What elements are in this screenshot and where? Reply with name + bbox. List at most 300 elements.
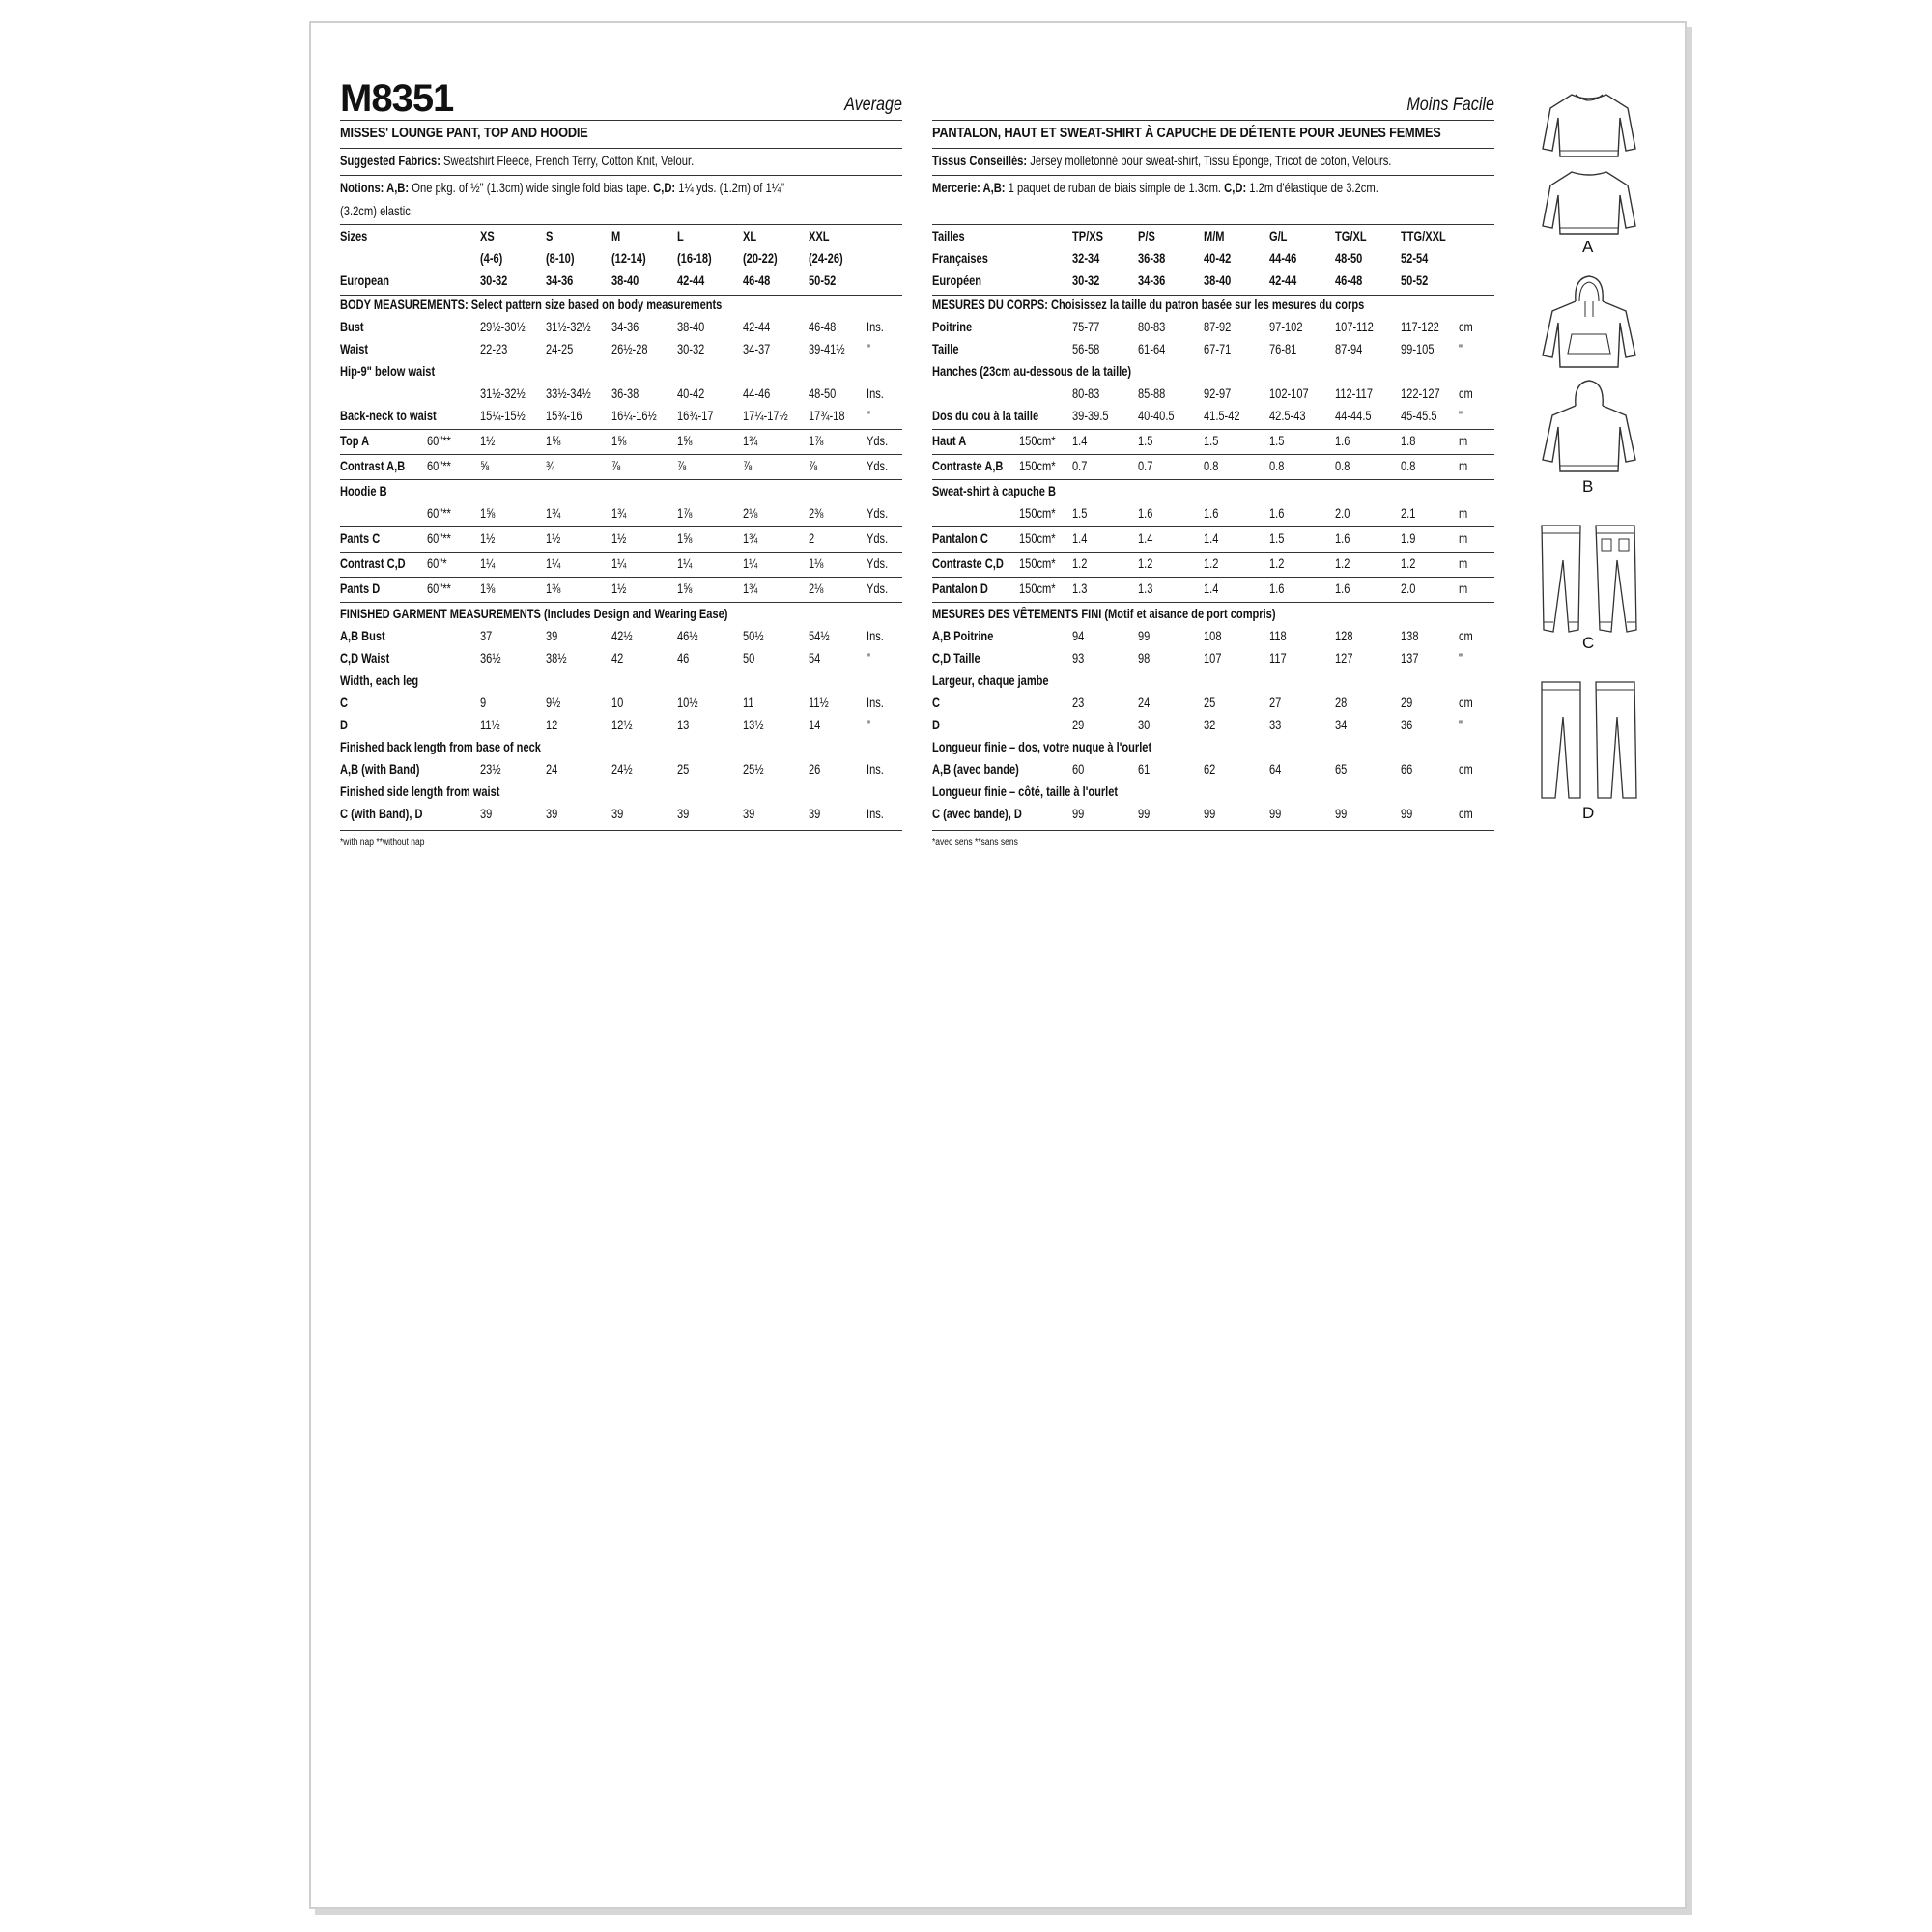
top-a-back-figure [1541, 166, 1637, 243]
fr-title-rule-top [932, 120, 1494, 121]
en-cd-waist-value-2: 42 [611, 651, 624, 666]
fr-sizes-rule [932, 295, 1494, 296]
en-cd-waist-value-1: 38½ [546, 651, 567, 666]
fr-european-label: Européen [932, 273, 982, 288]
fr-european-3: 42-44 [1269, 273, 1297, 288]
fr-yardage-0-label: Haut A [932, 434, 967, 448]
en-back-neck-value-1: 15¾-16 [546, 409, 582, 423]
fr-width-c-unit: cm [1459, 696, 1473, 710]
fr-yardage2-1-value-1: 1.2 [1138, 556, 1153, 571]
en-back-neck-value-5: 17¾-18 [809, 409, 845, 423]
en-yardage-1-value-2: ⅞ [611, 459, 621, 473]
en-back-length-unit: Ins. [867, 762, 884, 777]
fr-side-length-value-0: 99 [1072, 807, 1085, 821]
en-back-length-value-1: 24 [546, 762, 558, 777]
fr-yardage2-1-value-2: 1.2 [1204, 556, 1219, 571]
en-yardage2-0-width: 60"** [427, 531, 451, 546]
en-yardage2-1-value-0: 1¼ [480, 556, 496, 571]
en-width-d-value-0: 11½ [480, 718, 500, 732]
fr-hip-value-2: 92-97 [1204, 386, 1232, 401]
en-yardage2-2-width: 60"** [427, 582, 451, 596]
en-yardage2-rule-0 [340, 552, 902, 553]
fr-finished-heading: MESURES DES VÊTEMENTS FINI (Motif et aisance de port compris) [932, 607, 1276, 621]
en-fabrics-text: Sweatshirt Fleece, French Terry, Cotton Knit, Velour. [443, 153, 695, 168]
en-waist-value-1: 24-25 [546, 342, 574, 356]
fr-back-neck-value-1: 40-40.5 [1138, 409, 1175, 423]
fr-european-2: 38-40 [1204, 273, 1232, 288]
fr-yardage2-rule-2 [932, 602, 1494, 603]
en-hoodie-rule [340, 526, 902, 527]
fr-width-c-value-4: 28 [1335, 696, 1348, 710]
fr-yardage-rule-0 [932, 454, 1494, 455]
fr-yardage2-2-value-3: 1.6 [1269, 582, 1285, 596]
en-body-rule [340, 429, 902, 430]
en-waist-label: Waist [340, 342, 369, 356]
en-width-leg-label: Width, each leg [340, 673, 419, 688]
fr-back-length-value-2: 62 [1204, 762, 1216, 777]
en-hoodie-label: Hoodie B [340, 484, 387, 498]
en-yardage-0-value-0: 1½ [480, 434, 496, 448]
en-waist-value-0: 22-23 [480, 342, 508, 356]
en-back-neck-value-4: 17¼-17½ [743, 409, 788, 423]
fr-yardage2-2-value-4: 1.6 [1335, 582, 1350, 596]
en-yardage-1-value-1: ¾ [546, 459, 555, 473]
fr-back-length-label: Longueur finie – dos, votre nuque à l'ourlet [932, 740, 1152, 754]
en-hoodie-value-4: 2⅛ [743, 506, 758, 521]
fr-yardage2-rule-1 [932, 577, 1494, 578]
fr-yardage2-2-value-2: 1.4 [1204, 582, 1219, 596]
en-notions-cd-text: 1¼ yds. (1.2m) of 1¼" [678, 180, 785, 195]
fr-cd-waist-value-0: 93 [1072, 651, 1085, 666]
en-width-c-value-5: 11½ [809, 696, 829, 710]
figure-label-a: A [1582, 238, 1594, 256]
fr-notions [932, 180, 1378, 195]
fr-width-leg-label: Largeur, chaque jambe [932, 673, 1049, 688]
en-hip-value-0: 31½-32½ [480, 386, 526, 401]
en-european-2: 38-40 [611, 273, 639, 288]
fr-side-length-value-2: 99 [1204, 807, 1216, 821]
fr-yardage2-2-label: Pantalon D [932, 582, 988, 596]
fr-width-d-value-2: 32 [1204, 718, 1216, 732]
en-size-range-2: (12-14) [611, 251, 646, 266]
en-yardage-rule-0 [340, 454, 902, 455]
en-notions-cd-label: C,D: [653, 180, 679, 195]
fr-notions-label: Mercerie: A,B: [932, 180, 1009, 195]
en-side-length-value-1: 39 [546, 807, 558, 821]
en-back-neck-label: Back-neck to waist [340, 409, 437, 423]
en-yardage2-2-value-4: 1¾ [743, 582, 758, 596]
fr-yardage-1-width: 150cm* [1019, 459, 1056, 473]
fr-waist-value-1: 61-64 [1138, 342, 1166, 356]
fr-side-length-label: Longueur finie – côté, taille à l'ourlet [932, 784, 1119, 799]
en-yardage-0-width: 60"** [427, 434, 451, 448]
en-cd-waist-value-5: 54 [809, 651, 821, 666]
en-european-5: 50-52 [809, 273, 837, 288]
fr-hoodie-value-0: 1.5 [1072, 506, 1088, 521]
en-side-length-value-5: 39 [809, 807, 821, 821]
fr-hip-value-3: 102-107 [1269, 386, 1309, 401]
fr-fabrics-text: Jersey molletonné pour sweat-shirt, Tissu Éponge, Tricot de coton, Velours. [1030, 153, 1392, 168]
fr-yardage2-1-label: Contraste C,D [932, 556, 1004, 571]
fr-width-d-value-5: 36 [1401, 718, 1413, 732]
fr-yardage2-1-unit: m [1459, 556, 1468, 571]
en-yardage-1-unit: Yds. [867, 459, 889, 473]
fr-ab-bust-value-4: 128 [1335, 629, 1353, 643]
fr-size-2: M/M [1204, 229, 1225, 243]
fr-yardage2-0-value-2: 1.4 [1204, 531, 1219, 546]
fr-yardage-1-value-4: 0.8 [1335, 459, 1350, 473]
en-side-length-label: C (with Band), D [340, 807, 423, 821]
fr-hoodie-unit: m [1459, 506, 1468, 521]
fr-back-length-value-4: 65 [1335, 762, 1348, 777]
en-hip-label: Hip-9" below waist [340, 364, 436, 379]
fr-bust-value-3: 97-102 [1269, 320, 1303, 334]
fr-size-4: TG/XL [1335, 229, 1367, 243]
fr-back-length-value-5: 66 [1401, 762, 1413, 777]
en-back-neck-unit: " [867, 409, 870, 423]
en-end-rule [340, 830, 902, 831]
en-yardage2-1-value-1: 1¼ [546, 556, 561, 571]
en-hoodie-value-3: 1⅞ [677, 506, 693, 521]
fr-side-length-value-3: 99 [1269, 807, 1282, 821]
top-a-front-figure [1541, 89, 1637, 166]
fr-waist-value-2: 67-71 [1204, 342, 1232, 356]
en-title-rule-top [340, 120, 902, 121]
en-bust-value-1: 31½-32½ [546, 320, 591, 334]
fr-yardage-1-label: Contraste A,B [932, 459, 1004, 473]
en-yardage-1-width: 60"** [427, 459, 451, 473]
en-difficulty-level: Average [844, 95, 902, 115]
en-european-4: 46-48 [743, 273, 771, 288]
pants-d-figure [1538, 678, 1644, 804]
en-back-length-value-0: 23½ [480, 762, 501, 777]
fr-yardage2-0-value-4: 1.6 [1335, 531, 1350, 546]
en-cd-waist-value-4: 50 [743, 651, 755, 666]
en-yardage-0-value-2: 1⅝ [611, 434, 627, 448]
en-cd-waist-label: C,D Waist [340, 651, 390, 666]
fr-ab-bust-value-5: 138 [1401, 629, 1419, 643]
en-yardage2-1-label: Contrast C,D [340, 556, 406, 571]
fr-size-0: TP/XS [1072, 229, 1103, 243]
en-back-neck-value-3: 16¾-17 [677, 409, 714, 423]
en-cd-waist-value-0: 36½ [480, 651, 501, 666]
en-yardage-1-value-5: ⅞ [809, 459, 818, 473]
fr-width-c-label: C [932, 696, 940, 710]
en-back-length-label: Finished back length from base of neck [340, 740, 541, 754]
fr-yardage2-0-value-0: 1.4 [1072, 531, 1088, 546]
fr-cd-waist-value-2: 107 [1204, 651, 1222, 666]
en-european-0: 30-32 [480, 273, 508, 288]
fr-bust-value-4: 107-112 [1335, 320, 1374, 334]
en-yardage2-2-value-0: 1⅜ [480, 582, 496, 596]
en-size-range-0: (4-6) [480, 251, 503, 266]
fr-footnote: *avec sens **sans sens [932, 838, 1018, 848]
fr-bust-value-2: 87-92 [1204, 320, 1232, 334]
en-width-d-unit: " [867, 718, 870, 732]
en-ab-bust-value-1: 39 [546, 629, 558, 643]
en-yardage2-2-value-1: 1⅜ [546, 582, 561, 596]
en-yardage2-1-value-4: 1¼ [743, 556, 758, 571]
en-bust-value-4: 42-44 [743, 320, 771, 334]
fr-francaises-3: 44-46 [1269, 251, 1297, 266]
fr-side-length-value-1: 99 [1138, 807, 1151, 821]
fr-ab-bust-value-0: 94 [1072, 629, 1085, 643]
fr-back-neck-label: Dos du cou à la taille [932, 409, 1039, 423]
fr-yardage-1-value-1: 0.7 [1138, 459, 1153, 473]
fr-yardage-0-value-0: 1.4 [1072, 434, 1088, 448]
en-yardage-0-value-3: 1⅝ [677, 434, 693, 448]
fr-width-d-unit: " [1459, 718, 1463, 732]
en-width-c-unit: Ins. [867, 696, 884, 710]
en-width-c-value-2: 10 [611, 696, 624, 710]
fr-sizes-label: Tailles [932, 229, 965, 243]
fr-end-rule [932, 830, 1494, 831]
en-hoodie-value-2: 1¾ [611, 506, 627, 521]
fr-fabrics-rule [932, 175, 1494, 176]
fr-yardage2-2-value-1: 1.3 [1138, 582, 1153, 596]
en-back-neck-value-0: 15¼-15½ [480, 409, 526, 423]
fr-notions-cd-text: 1.2m d'élastique de 3.2cm. [1249, 180, 1378, 195]
en-side-length-unit: Ins. [867, 807, 884, 821]
en-hoodie-value-0: 1⅝ [480, 506, 496, 521]
fr-yardage-0-value-1: 1.5 [1138, 434, 1153, 448]
en-hip-value-1: 33½-34½ [546, 386, 591, 401]
en-side-length-value-0: 39 [480, 807, 493, 821]
en-waist-unit: " [867, 342, 870, 356]
en-waist-value-2: 26½-28 [611, 342, 648, 356]
fr-ab-bust-value-2: 108 [1204, 629, 1222, 643]
en-width-c-value-3: 10½ [677, 696, 698, 710]
fr-width-c-value-0: 23 [1072, 696, 1085, 710]
en-side-length-value-2: 39 [611, 807, 624, 821]
en-yardage-0-value-4: 1¾ [743, 434, 758, 448]
fr-bust-value-0: 75-77 [1072, 320, 1100, 334]
en-yardage-1-value-0: ⅝ [480, 459, 490, 473]
fr-francaises-0: 32-34 [1072, 251, 1100, 266]
fr-cd-waist-value-3: 117 [1269, 651, 1287, 666]
en-size-range-5: (24-26) [809, 251, 843, 266]
en-european-label: European [340, 273, 390, 288]
fr-hip-value-5: 122-127 [1401, 386, 1440, 401]
fr-width-d-value-3: 33 [1269, 718, 1282, 732]
fr-francaises-5: 52-54 [1401, 251, 1429, 266]
fr-width-c-value-2: 25 [1204, 696, 1216, 710]
fr-width-c-value-5: 29 [1401, 696, 1413, 710]
fr-size-3: G/L [1269, 229, 1288, 243]
en-size-range-3: (16-18) [677, 251, 712, 266]
fr-yardage-rule-1 [932, 479, 1494, 480]
fr-yardage-0-value-5: 1.8 [1401, 434, 1416, 448]
fr-back-length-value-3: 64 [1269, 762, 1282, 777]
fr-width-d-value-0: 29 [1072, 718, 1085, 732]
fr-yardage-1-value-3: 0.8 [1269, 459, 1285, 473]
en-fabrics-rule [340, 175, 902, 176]
fr-european-4: 46-48 [1335, 273, 1363, 288]
fr-notions-text: 1 paquet de ruban de biais simple de 1.3cm. [1008, 180, 1225, 195]
fr-notions-cd-label: C,D: [1224, 180, 1250, 195]
en-notions [340, 180, 784, 195]
figure-label-c: C [1582, 634, 1595, 652]
en-ab-bust-value-2: 42½ [611, 629, 633, 643]
fr-yardage-0-value-3: 1.5 [1269, 434, 1285, 448]
fr-width-c-value-3: 27 [1269, 696, 1282, 710]
en-yardage2-0-unit: Yds. [867, 531, 889, 546]
en-width-d-label: D [340, 718, 348, 732]
en-back-neck-value-2: 16¼-16½ [611, 409, 657, 423]
en-yardage2-1-value-2: 1¼ [611, 556, 627, 571]
en-yardage2-1-unit: Yds. [867, 556, 889, 571]
fr-back-neck-value-3: 42.5-43 [1269, 409, 1306, 423]
en-size-0: XS [480, 229, 495, 243]
fr-body-rule [932, 429, 1494, 430]
fr-waist-value-4: 87-94 [1335, 342, 1363, 356]
en-side-length-value-4: 39 [743, 807, 755, 821]
en-hip-value-4: 44-46 [743, 386, 771, 401]
en-width-c-value-0: 9 [480, 696, 487, 710]
fr-width-c-value-1: 24 [1138, 696, 1151, 710]
fr-cd-waist-unit: " [1459, 651, 1463, 666]
fr-yardage2-0-value-5: 1.9 [1401, 531, 1416, 546]
en-waist-value-4: 34-37 [743, 342, 771, 356]
en-width-d-value-3: 13 [677, 718, 690, 732]
en-notions-text: One pkg. of ½" (1.3cm) wide single fold bias tape. [412, 180, 654, 195]
fr-yardage2-0-unit: m [1459, 531, 1468, 546]
fr-francaises-4: 48-50 [1335, 251, 1363, 266]
en-notions-continued: (3.2cm) elastic. [340, 203, 413, 218]
en-hoodie-unit: Yds. [867, 506, 889, 521]
en-european-1: 34-36 [546, 273, 574, 288]
en-yardage2-1-value-3: 1¼ [677, 556, 693, 571]
en-sizes-rule [340, 295, 902, 296]
en-width-d-value-2: 12½ [611, 718, 633, 732]
fr-fabrics-label: Tissus Conseillés: [932, 153, 1031, 168]
en-hip-value-5: 48-50 [809, 386, 837, 401]
fr-yardage2-0-value-3: 1.5 [1269, 531, 1285, 546]
en-width-c-value-4: 11 [743, 696, 754, 710]
en-yardage-0-value-5: 1⅞ [809, 434, 824, 448]
en-yardage-0-value-1: 1⅝ [546, 434, 561, 448]
fr-waist-unit: " [1459, 342, 1463, 356]
en-yardage2-1-width: 60"* [427, 556, 447, 571]
en-bust-value-0: 29½-30½ [480, 320, 526, 334]
en-notions-rule [340, 224, 902, 225]
fr-francaises-1: 36-38 [1138, 251, 1166, 266]
en-bust-label: Bust [340, 320, 364, 334]
en-width-d-value-1: 12 [546, 718, 558, 732]
en-hoodie-value-1: 1¾ [546, 506, 561, 521]
fr-waist-value-3: 76-81 [1269, 342, 1297, 356]
en-yardage2-rule-1 [340, 577, 902, 578]
fr-yardage-0-unit: m [1459, 434, 1468, 448]
en-ab-bust-value-3: 46½ [677, 629, 698, 643]
en-ab-bust-unit: Ins. [867, 629, 884, 643]
fr-back-neck-value-2: 41.5-42 [1204, 409, 1240, 423]
fr-yardage2-rule-0 [932, 552, 1494, 553]
en-ab-bust-value-0: 37 [480, 629, 493, 643]
fr-yardage-1-unit: m [1459, 459, 1468, 473]
fr-cd-waist-value-4: 127 [1335, 651, 1353, 666]
en-back-length-value-3: 25 [677, 762, 690, 777]
en-size-4: XL [743, 229, 757, 243]
en-yardage2-2-value-5: 2⅛ [809, 582, 824, 596]
fr-side-length-label: C (avec bande), D [932, 807, 1022, 821]
en-yardage-1-value-3: ⅞ [677, 459, 687, 473]
fr-back-length-label: A,B (avec bande) [932, 762, 1019, 777]
fr-waist-label: Taille [932, 342, 959, 356]
en-size-3: L [677, 229, 684, 243]
fr-back-neck-unit: " [1459, 409, 1463, 423]
en-back-length-value-4: 25½ [743, 762, 764, 777]
en-width-d-value-4: 13½ [743, 718, 764, 732]
fr-hoodie-value-5: 2.1 [1401, 506, 1416, 521]
pattern-code: M8351 [340, 77, 454, 120]
fr-bust-label: Poitrine [932, 320, 973, 334]
en-width-d-value-5: 14 [809, 718, 821, 732]
fr-yardage2-1-value-3: 1.2 [1269, 556, 1285, 571]
en-back-length-label: A,B (with Band) [340, 762, 420, 777]
fr-back-neck-value-4: 44-44.5 [1335, 409, 1372, 423]
en-size-2: M [611, 229, 621, 243]
en-finished-heading: FINISHED GARMENT MEASUREMENTS (Includes Design and Wearing Ease) [340, 607, 728, 621]
en-yardage2-0-value-3: 1⅝ [677, 531, 693, 546]
fr-size-1: P/S [1138, 229, 1155, 243]
en-bust-value-5: 46-48 [809, 320, 837, 334]
fr-european-0: 30-32 [1072, 273, 1100, 288]
fr-side-length-value-5: 99 [1401, 807, 1413, 821]
en-size-range-1: (8-10) [546, 251, 575, 266]
en-yardage-0-label: Top A [340, 434, 370, 448]
fr-bust-value-5: 117-122 [1401, 320, 1439, 334]
fr-francaises-label: Françaises [932, 251, 988, 266]
fr-cd-waist-label: C,D Taille [932, 651, 980, 666]
en-yardage2-1-value-5: 1⅛ [809, 556, 824, 571]
fr-yardage-0-value-4: 1.6 [1335, 434, 1350, 448]
en-size-1: S [546, 229, 554, 243]
fr-waist-value-0: 56-58 [1072, 342, 1100, 356]
fr-ab-bust-value-1: 99 [1138, 629, 1151, 643]
fr-bust-unit: cm [1459, 320, 1473, 334]
en-yardage2-0-label: Pants C [340, 531, 381, 546]
en-ab-bust-value-4: 50½ [743, 629, 764, 643]
fr-yardage2-1-width: 150cm* [1019, 556, 1056, 571]
fr-difficulty-level: Moins Facile [1406, 95, 1494, 115]
en-yardage-rule-1 [340, 479, 902, 480]
fr-width-d-label: D [932, 718, 940, 732]
fr-yardage2-0-value-1: 1.4 [1138, 531, 1153, 546]
fr-yardage2-2-value-0: 1.3 [1072, 582, 1088, 596]
en-back-length-value-2: 24½ [611, 762, 633, 777]
en-width-c-label: C [340, 696, 348, 710]
en-side-length-value-3: 39 [677, 807, 690, 821]
fr-hip-unit: cm [1459, 386, 1473, 401]
fr-yardage2-1-value-0: 1.2 [1072, 556, 1088, 571]
hoodie-b-front-figure [1541, 274, 1637, 371]
fr-hoodie-width: 150cm* [1019, 506, 1056, 521]
en-hip-unit: Ins. [867, 386, 884, 401]
fr-back-neck-value-0: 39-39.5 [1072, 409, 1109, 423]
en-ab-bust-value-5: 54½ [809, 629, 830, 643]
en-yardage2-2-label: Pants D [340, 582, 381, 596]
fr-hip-label: Hanches (23cm au-dessous de la taille) [932, 364, 1132, 379]
fr-waist-value-5: 99-105 [1401, 342, 1435, 356]
fr-width-d-value-1: 30 [1138, 718, 1151, 732]
fr-size-5: TTG/XXL [1401, 229, 1446, 243]
figure-label-b: B [1582, 477, 1594, 496]
en-size-5: XXL [809, 229, 830, 243]
fr-back-neck-value-5: 45-45.5 [1401, 409, 1437, 423]
en-yardage2-2-value-2: 1½ [611, 582, 627, 596]
en-suggested-fabrics [340, 153, 694, 168]
